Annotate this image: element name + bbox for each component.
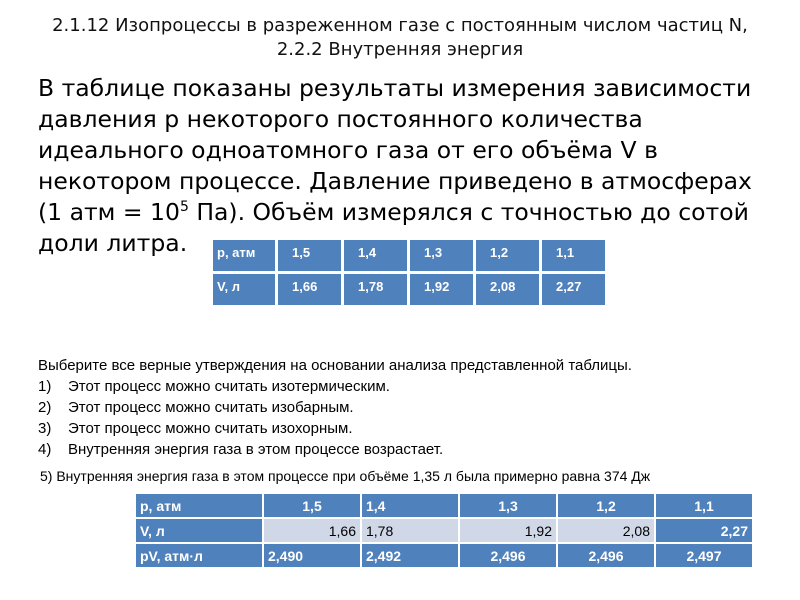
slide-header <box>0 14 800 62</box>
table-cell: 2,08 <box>558 519 654 542</box>
table-cell: 2,08 <box>476 274 539 305</box>
table-cell: 1,92 <box>410 274 473 305</box>
table-row <box>136 519 752 542</box>
list-item <box>38 418 778 439</box>
row-label: V, л <box>213 274 275 305</box>
row-label: pV, атм·л <box>136 544 262 567</box>
table-cell: 1,3 <box>410 240 473 271</box>
table-cell: 2,496 <box>558 544 654 567</box>
table-row <box>213 274 605 305</box>
list-item <box>38 439 778 460</box>
header-line-2: 2.2.2 Внутренняя энергия <box>276 39 524 60</box>
table-cell: 1,2 <box>476 240 539 271</box>
table-cell: 1,78 <box>362 519 458 542</box>
option-text: Этот процесс можно считать изобарным. <box>68 399 354 416</box>
table-row <box>136 494 752 517</box>
option-number: 1) <box>38 378 52 395</box>
intro-text-2: Па). Объём измерялся с точностью до сотой доли литра. <box>38 198 749 257</box>
option-number: 2) <box>38 399 52 416</box>
option-text: Этот процесс можно считать изотермическим. <box>68 378 390 395</box>
header-line-1: 2.1.12 Изопроцессы в разреженном газе с постоянным числом частиц N, <box>52 15 748 36</box>
table-cell: 2,490 <box>264 544 360 567</box>
option-5: 5) Внутренняя энергия газа в этом процессе при объёме 1,35 л была примерно равна 374 Дж <box>40 468 651 484</box>
list-item <box>38 397 778 418</box>
options-list <box>38 376 778 460</box>
row-label: V, л <box>136 519 262 542</box>
table-cell: 1,4 <box>344 240 407 271</box>
table-cell: 1,1 <box>542 240 605 271</box>
table-cell: 1,92 <box>460 519 556 542</box>
table-cell: 2,497 <box>656 544 752 567</box>
option-number: 4) <box>38 441 52 458</box>
question-block <box>38 355 778 460</box>
intro-exponent: 5 <box>179 199 189 215</box>
table-cell: 2,27 <box>542 274 605 305</box>
option-text: Этот процесс можно считать изохорным. <box>68 420 353 437</box>
row-label: p, атм <box>213 240 275 271</box>
table-cell: 2,492 <box>362 544 458 567</box>
table-cell: 1,4 <box>362 494 458 517</box>
table-cell: 1,78 <box>344 274 407 305</box>
table-cell: 1,5 <box>264 494 360 517</box>
table-cell: 1,66 <box>278 274 341 305</box>
row-label: p, атм <box>136 494 262 517</box>
table-row <box>213 240 605 271</box>
table-cell: 1,5 <box>278 240 341 271</box>
table-cell: 2,27 <box>656 519 752 542</box>
table-cell: 1,66 <box>264 519 360 542</box>
table-cell: 1,2 <box>558 494 654 517</box>
measurement-table <box>210 237 608 308</box>
table-row <box>136 544 752 567</box>
question-prompt: Выберите все верные утверждения на основании анализа представленной таблицы. <box>38 357 632 374</box>
table-cell: 1,1 <box>656 494 752 517</box>
option-text: Внутренняя энергия газа в этом процессе возрастает. <box>68 441 444 458</box>
table-cell: 2,496 <box>460 544 556 567</box>
table-cell: 1,3 <box>460 494 556 517</box>
analysis-table <box>134 492 754 569</box>
list-item <box>38 376 778 397</box>
problem-statement <box>38 73 778 259</box>
option-number: 3) <box>38 420 52 437</box>
intro-text: В таблице показаны результаты измерения зависимости давления p некоторого постоянного количества идеального одноатомного газа от его объёма V в некотором процессе. Давление приведено в атмосферах (1 атм = 10 <box>38 74 752 226</box>
